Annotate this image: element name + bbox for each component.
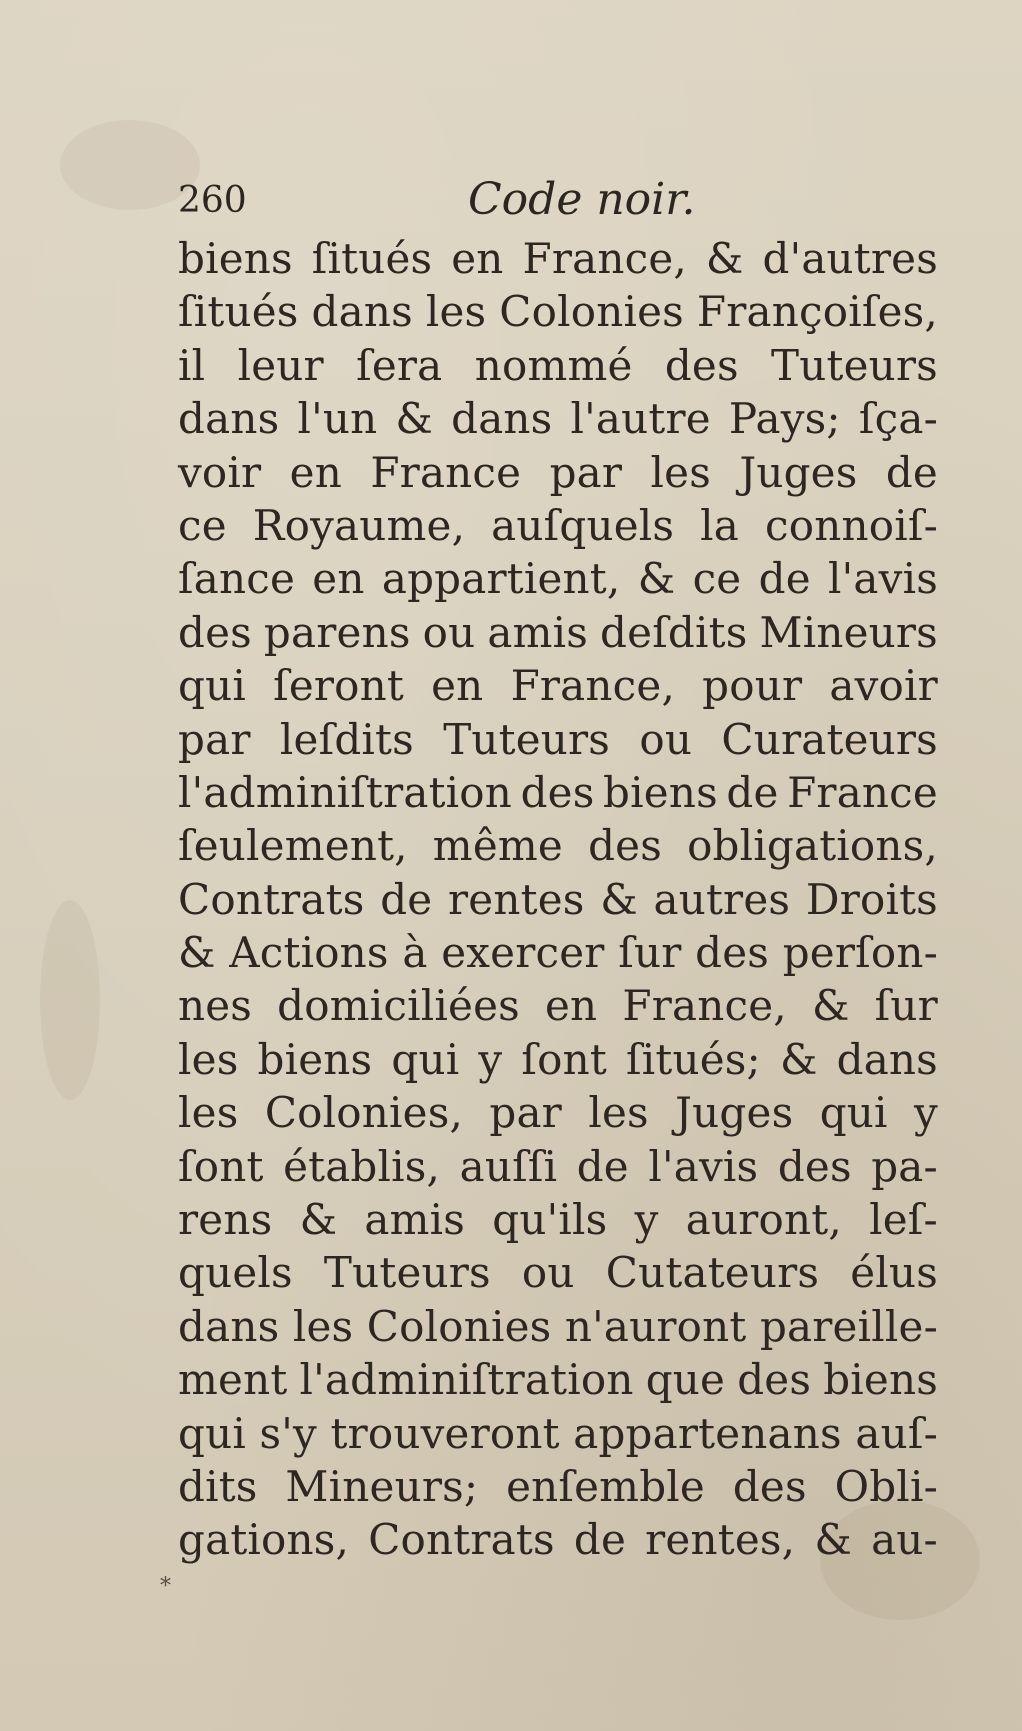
word: les xyxy=(292,1301,354,1351)
word: rens xyxy=(178,1195,273,1245)
word: il xyxy=(178,340,206,390)
word: appartient, xyxy=(381,554,621,604)
word: & xyxy=(637,554,676,604)
word: de xyxy=(573,1515,627,1565)
word: auſſi xyxy=(459,1141,558,1191)
word: trouveront xyxy=(330,1408,560,1458)
word: quels xyxy=(178,1248,293,1298)
word: par xyxy=(178,714,251,764)
text-line xyxy=(178,659,938,712)
body-text xyxy=(178,232,938,1567)
word: ſitués; xyxy=(626,1034,761,1084)
text-line xyxy=(178,1193,938,1246)
word: les xyxy=(650,447,711,497)
word: biens xyxy=(178,234,293,283)
word: l'un xyxy=(297,394,378,444)
word: de xyxy=(380,874,433,924)
text-line xyxy=(178,285,938,338)
word: Juges xyxy=(739,447,858,497)
word: la xyxy=(700,500,740,550)
text-line xyxy=(178,232,938,285)
word: en xyxy=(312,554,365,604)
word: Pays; xyxy=(728,394,841,444)
word: qui xyxy=(391,1034,460,1084)
word: auſ- xyxy=(855,1408,938,1458)
word: & xyxy=(814,1515,852,1565)
word: l'avis xyxy=(828,554,938,604)
word: les xyxy=(178,1088,239,1138)
signature-mark: * xyxy=(160,1574,171,1599)
text-line xyxy=(178,1246,938,1299)
word: à xyxy=(402,928,428,978)
word: des xyxy=(695,928,770,978)
word: de xyxy=(576,1141,629,1191)
text-line xyxy=(178,1407,938,1460)
word: rentes xyxy=(448,874,585,924)
word: & xyxy=(779,1034,818,1084)
word: pa- xyxy=(871,1141,938,1191)
word: de xyxy=(726,767,779,817)
word: s'y xyxy=(259,1408,317,1458)
word: qui xyxy=(178,1408,246,1458)
word: amis xyxy=(487,607,589,657)
word: ou xyxy=(521,1248,575,1298)
word: & xyxy=(178,928,216,978)
word: pareille- xyxy=(759,1301,938,1351)
word: établis, xyxy=(283,1141,441,1191)
word: les xyxy=(178,1034,239,1084)
word: dans xyxy=(311,287,413,337)
paper-stain xyxy=(40,900,100,1100)
word: Cutateurs xyxy=(605,1248,820,1298)
word: leſdits xyxy=(279,714,414,764)
page-header xyxy=(178,170,938,230)
word: ment xyxy=(178,1355,288,1405)
word: l'adminiſtration xyxy=(299,1355,634,1405)
word: voir xyxy=(178,447,262,497)
text-line xyxy=(178,1086,938,1139)
text-line xyxy=(178,1353,938,1406)
word: élus xyxy=(850,1248,938,1298)
word: Tuteurs xyxy=(443,714,611,764)
word: que xyxy=(645,1355,726,1405)
word: obligations, xyxy=(687,821,938,871)
text-line xyxy=(178,552,938,605)
word: autres xyxy=(653,874,791,924)
word: deſdits xyxy=(600,607,748,657)
word: par xyxy=(549,447,623,497)
word: France, xyxy=(510,661,675,711)
word: Tuteurs xyxy=(771,340,938,390)
word: nommé xyxy=(474,340,633,390)
word: y xyxy=(634,1195,659,1245)
word: Colonies xyxy=(366,1301,552,1351)
word: ce xyxy=(178,500,227,550)
word: ſitués xyxy=(311,234,433,283)
word: en xyxy=(451,234,504,283)
word: ou xyxy=(422,607,476,657)
word: auſquels xyxy=(491,500,675,550)
text-line xyxy=(178,1033,938,1086)
word: y xyxy=(478,1034,503,1084)
word: & xyxy=(395,394,434,444)
word: gations, xyxy=(178,1515,350,1565)
word: ou xyxy=(639,714,693,764)
word: France xyxy=(787,767,938,817)
word: qui xyxy=(819,1088,888,1138)
word: & xyxy=(299,1195,338,1245)
word: auront, xyxy=(685,1195,842,1245)
word: dans xyxy=(451,394,553,444)
text-line xyxy=(178,392,938,445)
text-line xyxy=(178,979,938,1032)
text-line xyxy=(178,873,938,926)
word: l'avis xyxy=(648,1141,759,1191)
word: biens xyxy=(257,1034,373,1084)
text-line xyxy=(178,446,938,499)
text-line xyxy=(178,766,938,819)
word: ſitués xyxy=(178,287,299,337)
word: Juges xyxy=(675,1088,794,1138)
word: d'autres xyxy=(762,234,938,283)
word: des xyxy=(777,1141,852,1191)
word: Contrats xyxy=(368,1515,555,1565)
word: pour xyxy=(702,661,803,711)
word: les xyxy=(588,1088,649,1138)
word: Françoiſes, xyxy=(696,287,938,337)
word: biens xyxy=(823,1355,938,1405)
word: en xyxy=(545,981,598,1031)
word: les xyxy=(425,287,487,337)
word: Colonies, xyxy=(264,1088,463,1138)
word: enſemble xyxy=(506,1461,705,1511)
word: rentes, xyxy=(645,1515,796,1565)
word: exercer xyxy=(441,928,605,978)
text-line xyxy=(178,1460,938,1513)
text-line xyxy=(178,926,938,979)
text-line xyxy=(178,713,938,766)
running-title: Code noir. xyxy=(468,174,696,225)
word: en xyxy=(289,447,342,497)
page-number: 260 xyxy=(178,180,247,221)
word: amis xyxy=(364,1195,466,1245)
word: Tuteurs xyxy=(323,1248,491,1298)
word: des xyxy=(520,767,595,817)
word: & xyxy=(705,234,744,283)
word: dits xyxy=(178,1461,258,1511)
word: des xyxy=(732,1461,807,1511)
word: Curateurs xyxy=(721,714,938,764)
word: France xyxy=(370,447,522,497)
word: Mineurs xyxy=(759,607,938,657)
word: ſeulement, xyxy=(178,821,408,871)
word: Colonies xyxy=(499,287,684,337)
word: ce xyxy=(692,554,742,604)
word: & xyxy=(811,981,850,1031)
word: des xyxy=(737,1355,812,1405)
word: leſ- xyxy=(869,1195,938,1245)
word: n'auront xyxy=(564,1301,747,1351)
word: appartenans xyxy=(573,1408,842,1458)
word: au- xyxy=(871,1515,938,1565)
word: Mineurs; xyxy=(285,1461,479,1511)
word: dans xyxy=(178,1301,280,1351)
word: dans xyxy=(178,394,280,444)
word: perſon- xyxy=(782,928,938,978)
word: même xyxy=(432,821,563,871)
word: en xyxy=(431,661,484,711)
word: & xyxy=(600,874,638,924)
word: des xyxy=(588,821,662,871)
word: Obli- xyxy=(834,1461,938,1511)
word: ſont xyxy=(178,1141,264,1191)
word: parens xyxy=(263,607,411,657)
word: qu'ils xyxy=(492,1195,608,1245)
word: ſur xyxy=(618,928,682,978)
word: ſur xyxy=(874,981,938,1031)
word: des xyxy=(178,607,252,657)
word: Droits xyxy=(805,874,938,924)
text-line xyxy=(178,819,938,872)
word: ſça- xyxy=(858,394,938,444)
text-line xyxy=(178,606,938,659)
text-line xyxy=(178,1140,938,1193)
word: nes xyxy=(178,981,253,1031)
word: ſera xyxy=(356,340,443,390)
word: leur xyxy=(237,340,324,390)
word: Royaume, xyxy=(252,500,466,550)
word: France, xyxy=(522,234,687,283)
text-line xyxy=(178,1300,938,1353)
text-line xyxy=(178,1513,938,1566)
word: domiciliées xyxy=(277,981,520,1031)
word: par xyxy=(489,1088,562,1138)
word: ſeront xyxy=(273,661,404,711)
word: France, xyxy=(622,981,787,1031)
word: ſance xyxy=(178,554,296,604)
word: biens xyxy=(603,767,718,817)
word: ſont xyxy=(521,1034,607,1084)
word: dans xyxy=(836,1034,938,1084)
word: qui xyxy=(178,661,246,711)
word: l'autre xyxy=(570,394,711,444)
word: y xyxy=(914,1088,938,1138)
text-line xyxy=(178,499,938,552)
word: des xyxy=(664,340,739,390)
word: avoir xyxy=(829,661,938,711)
word: de xyxy=(885,447,938,497)
word: Contrats xyxy=(178,874,365,924)
word: Actions xyxy=(229,928,389,978)
word: l'adminiſtration xyxy=(178,767,513,817)
text-line xyxy=(178,339,938,392)
word: connoiſ- xyxy=(765,500,938,550)
word: de xyxy=(758,554,811,604)
